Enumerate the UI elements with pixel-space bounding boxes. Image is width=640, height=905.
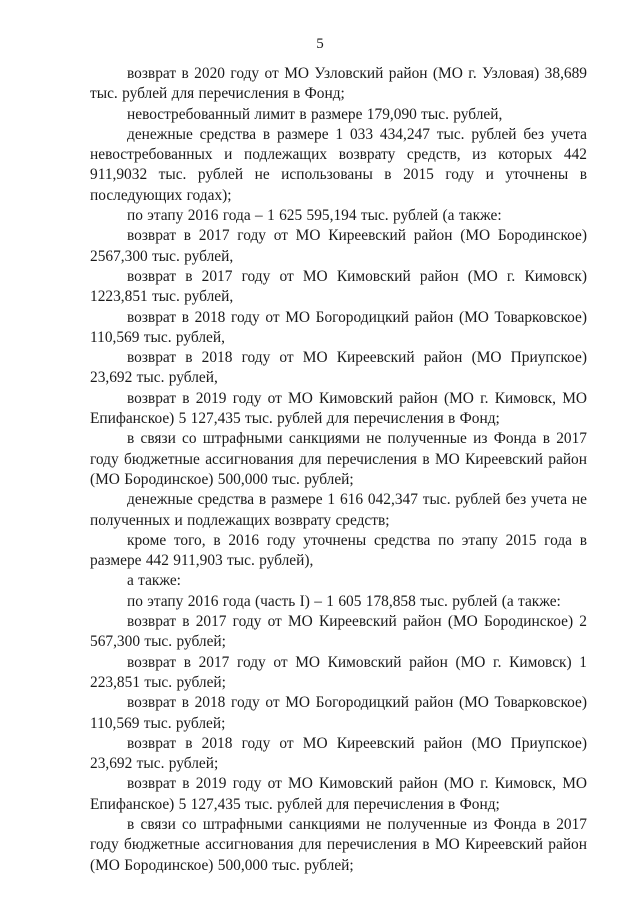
paragraph: возврат в 2018 году от МО Богородицкий район (МО Товарковское) 110,569 тыс. рублей, bbox=[90, 308, 587, 346]
document-body bbox=[90, 64, 587, 876]
page-number: 5 bbox=[316, 36, 324, 52]
paragraph: денежные средства в размере 1 616 042,347 тыс. рублей без учета не полученных и подлежащих возврату средств; bbox=[90, 491, 587, 529]
paragraph: возврат в 2020 году от МО Узловский район (МО г. Узловая) 38,689 тыс. рублей для перечисления в Фонд; bbox=[90, 65, 587, 103]
paragraph: возврат в 2019 году от МО Кимовский район (МО г. Кимовск, МО Епифанское) 5 127,435 тыс. рублей для перечисления в Фонд; bbox=[90, 389, 587, 428]
paragraph: возврат в 2017 году от МО Киреевский район (МО Бородинское) 2567,300 тыс. рублей, bbox=[90, 227, 587, 265]
paragraph: возврат в 2017 году от МО Кимовский район (МО г. Кимовск) 1 223,851 тыс. рублей; bbox=[90, 653, 587, 691]
paragraph: возврат в 2019 году от МО Кимовский район (МО г. Кимовск, МО Епифанское) 5 127,435 тыс. рублей для перечисления в Фонд; bbox=[90, 775, 587, 813]
paragraph: возврат в 2018 году от МО Киреевский район (МО Приупское) 23,692 тыс. рублей; bbox=[90, 734, 587, 773]
paragraph: кроме того, в 2016 году уточнены средства по этапу 2015 года в размере 442 911,903 тыс. рублей), bbox=[90, 531, 587, 570]
paragraph: в связи со штрафными санкциями не полученные из Фонда в 2017 году бюджетные ассигнования для перечисления в МО Киреевский район (МО Бородинское) 500,000 тыс. рублей; bbox=[90, 815, 587, 874]
paragraph: возврат в 2018 году от МО Богородицкий район (МО Товарковское) 110,569 тыс. рублей; bbox=[90, 694, 587, 732]
paragraph: по этапу 2016 года – 1 625 595,194 тыс. рублей (а также: bbox=[127, 207, 502, 225]
paragraph: по этапу 2016 года (часть I) – 1 605 178,858 тыс. рублей (а также: bbox=[127, 592, 561, 610]
paragraph: денежные средства в размере 1 033 434,247 тыс. рублей без учета невостребованных и подлежащих возврату средств, из которых 442 911,9032 тыс. рублей не использованы в 2015 году и уточнены в последующих годах); bbox=[90, 125, 587, 204]
paragraph: возврат в 2017 году от МО Кимовский район (МО г. Кимовск) 1223,851 тыс. рублей, bbox=[90, 267, 587, 306]
paragraph: возврат в 2017 году от МО Киреевский район (МО Бородинское) 2 567,300 тыс. рублей; bbox=[90, 613, 587, 651]
paragraph: возврат в 2018 году от МО Киреевский район (МО Приупское) 23,692 тыс. рублей, bbox=[90, 349, 587, 387]
paragraph: невостребованный лимит в размере 179,090 тыс. рублей, bbox=[127, 105, 503, 123]
paragraph: в связи со штрафными санкциями не полученные из Фонда в 2017 году бюджетные ассигнования для перечисления в МО Киреевский район (МО Бородинское) 500,000 тыс. рублей; bbox=[90, 430, 587, 488]
paragraph: а также: bbox=[127, 572, 181, 590]
